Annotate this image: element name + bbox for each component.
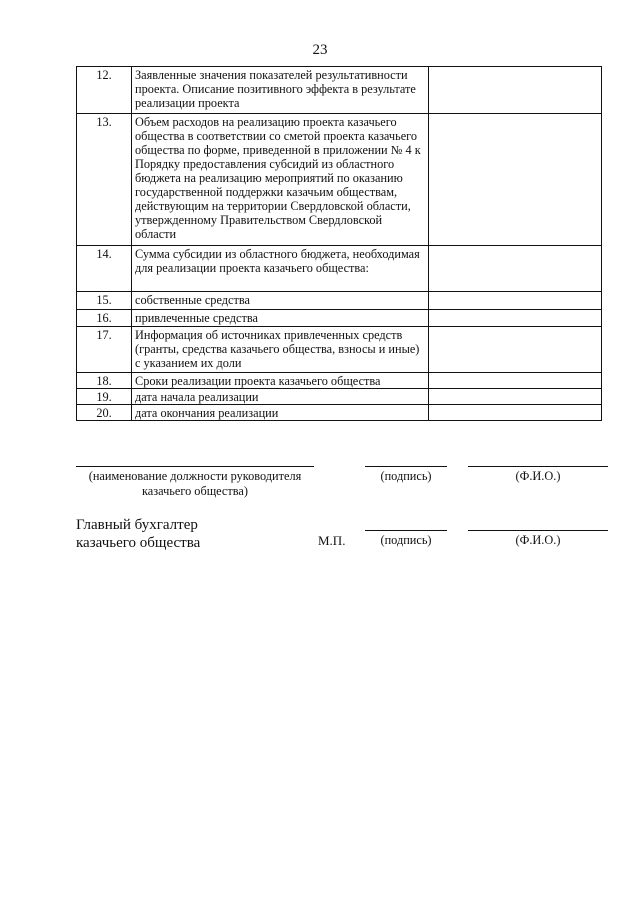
signature-line [365,466,447,467]
name-caption: (Ф.И.О.) [515,469,561,483]
row-description: Сроки реализации проекта казачьего общества [132,373,429,389]
row-value [429,405,602,421]
table-row [77,373,602,389]
accountant-signature-caption: (подпись) [380,533,432,547]
row-description: Заявленные значения показателей результативности проекта. Описание позитивного эффекта в результате реализации проекта [132,67,429,114]
table-row [77,114,602,246]
accountant-title-line1: Главный бухгалтер [76,517,198,533]
accountant-name-caption: (Ф.И.О.) [515,533,561,547]
row-number: 13. [77,114,132,246]
row-description: дата начала реализации [132,389,429,405]
table-row [77,67,602,114]
table-row [77,292,602,310]
position-signature-line [76,466,314,467]
row-value [429,114,602,246]
row-number: 12. [77,67,132,114]
row-number: 15. [77,292,132,310]
row-number: 16. [77,310,132,327]
accountant-title-line2: казачьего общества [76,535,201,551]
page-number: 23 [312,42,328,58]
row-number: 20. [77,405,132,421]
row-description: Информация об источниках привлеченных средств (гранты, средства казачьего общества, взносы и иные) с указанием их доли [132,327,429,373]
row-value [429,389,602,405]
accountant-title [76,516,200,552]
name-line [468,466,608,467]
table-row [77,310,602,327]
stamp-label: М.П. [318,533,346,548]
row-number: 19. [77,389,132,405]
table-row [77,246,602,292]
position-caption [76,469,314,499]
row-description: дата окончания реализации [132,405,429,421]
row-description: Объем расходов на реализацию проекта казачьего общества в соответствии со сметой проекта казачьего общества по форме, приведенной в приложении № 4 к Порядку предоставления субсидий из областного бюджета на реализацию мероприятий по оказанию государственной поддержки казачьим обществам, действующим на территории Свердловской области, утвержденному Правительством Свердловской области [132,114,429,246]
position-caption-line2: казачьего общества) [142,484,248,498]
row-value [429,310,602,327]
row-number: 17. [77,327,132,373]
row-description: Сумма субсидии из областного бюджета, необходимая для реализации проекта казачьего общества: [132,246,429,292]
row-number: 14. [77,246,132,292]
row-number: 18. [77,373,132,389]
table-row [77,327,602,373]
position-caption-line1: (наименование должности руководителя [88,469,302,483]
accountant-signature-line [365,530,447,531]
signature-caption: (подпись) [380,469,432,483]
row-description: привлеченные средства [132,310,429,327]
accountant-name-line [468,530,608,531]
row-value [429,246,602,292]
row-value [429,67,602,114]
table-row [77,389,602,405]
row-value [429,327,602,373]
table-row [77,405,602,421]
application-form-table [76,66,602,421]
row-value [429,292,602,310]
row-value [429,373,602,389]
row-description: собственные средства [132,292,429,310]
